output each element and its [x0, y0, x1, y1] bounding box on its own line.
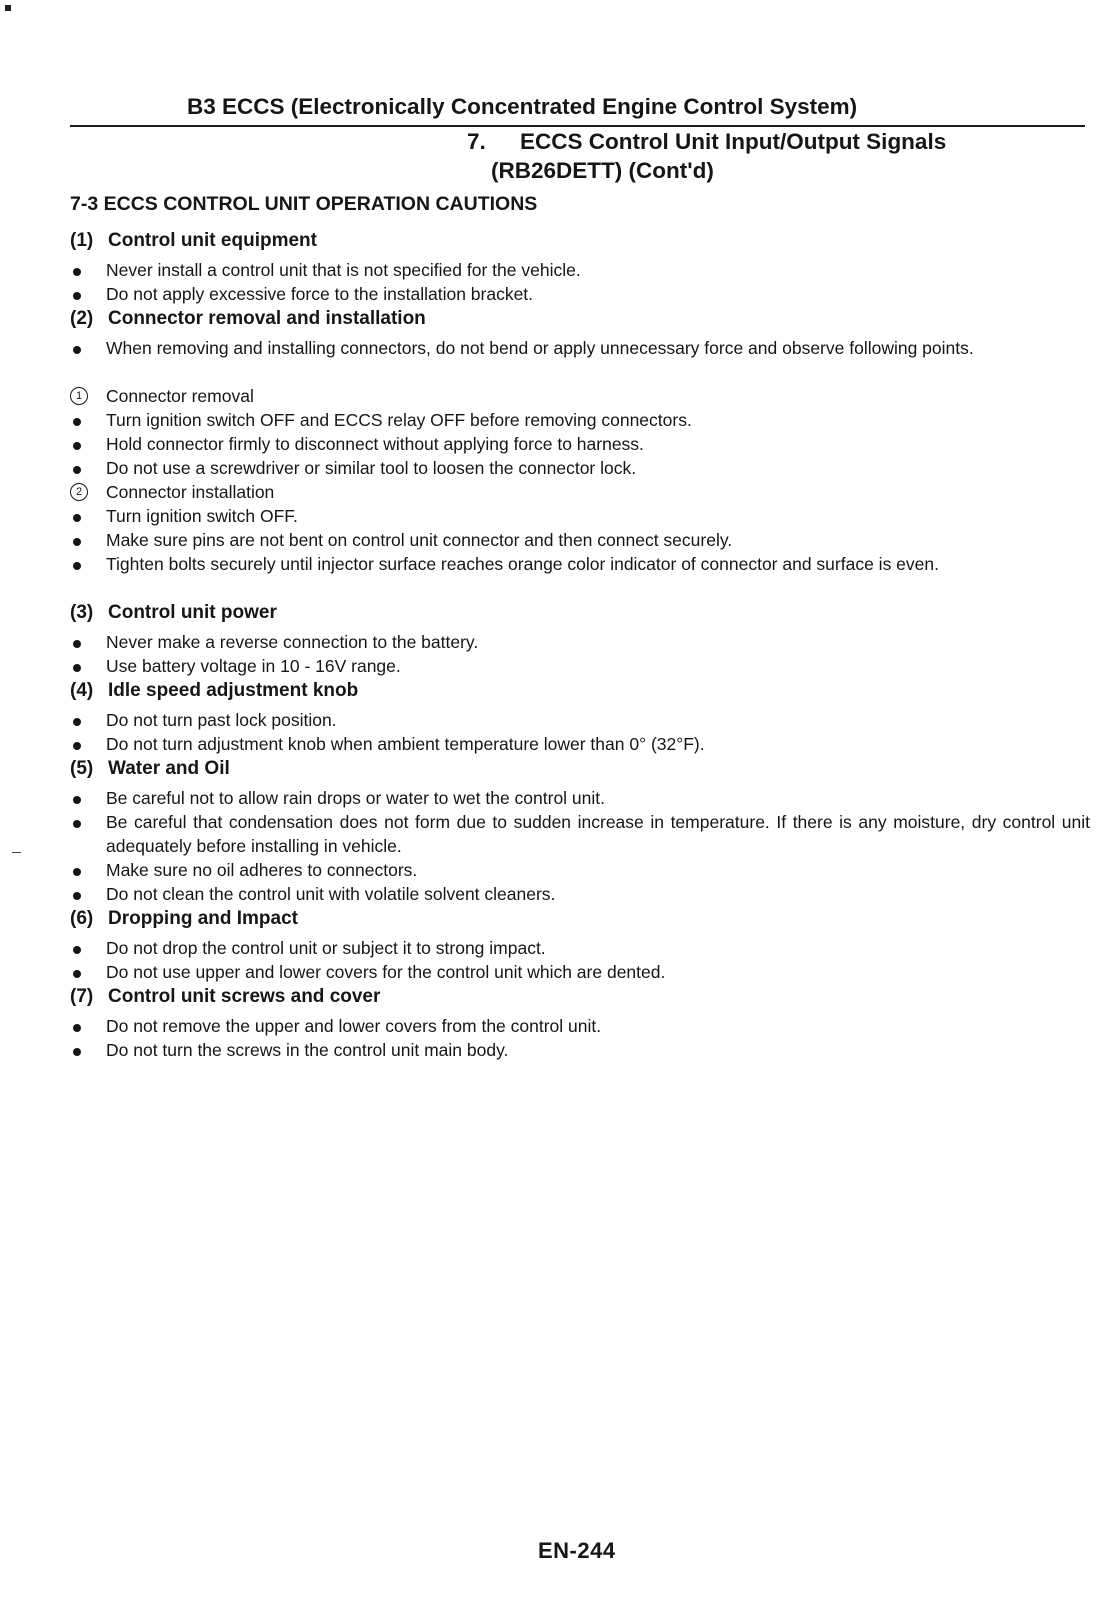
bullet-icon	[73, 418, 81, 426]
bullet-icon	[73, 970, 81, 978]
subsection-title: Control unit power	[108, 602, 277, 623]
list-item: Do not turn the screws in the control unit main body.	[70, 1038, 1090, 1062]
list-item: Do not use a screwdriver or similar tool to loosen the connector lock.	[70, 456, 1090, 480]
subsection-number: (6)	[70, 908, 94, 929]
subsection-title: Water and Oil	[108, 758, 230, 779]
corner-mark	[5, 5, 11, 11]
bullet-icon	[73, 346, 81, 354]
bullet-icon	[73, 796, 81, 804]
cautions-body	[70, 228, 1090, 1062]
subsection-title: Control unit equipment	[108, 230, 317, 251]
subsection-heading	[70, 984, 1090, 1010]
numbered-subitem: 2 Connector installation	[70, 480, 1090, 504]
bullet-icon	[73, 742, 81, 750]
bullet-icon	[73, 820, 81, 828]
header-rule	[70, 125, 1085, 127]
subsection-number: (2)	[70, 308, 94, 329]
list-item: Turn ignition switch OFF and ECCS relay OFF before removing connectors.	[70, 408, 1090, 432]
list-item: Do not apply excessive force to the installation bracket.	[70, 282, 1090, 306]
bullet-icon	[73, 292, 81, 300]
subsection-heading	[70, 306, 1090, 332]
list-item: Do not remove the upper and lower covers from the control unit.	[70, 1014, 1090, 1038]
margin-dash	[12, 852, 21, 853]
page-number: EN-244	[538, 1538, 616, 1563]
subsection-number: (3)	[70, 602, 94, 623]
subsection-heading	[70, 678, 1090, 704]
list-item: Tighten bolts securely until injector surface reaches orange color indicator of connector and surface is even.	[70, 552, 1090, 600]
list-item: Be careful that condensation does not form due to sudden increase in temperature. If there is any moisture, dry control unit adequately before installing in vehicle.	[70, 810, 1090, 858]
subsection-title: Control unit screws and cover	[108, 986, 381, 1007]
circled-number-icon: 2	[70, 483, 88, 501]
list-item: Do not turn past lock position.	[70, 708, 1090, 732]
subsection-heading	[70, 756, 1090, 782]
bullet-icon	[73, 562, 81, 570]
bullet-icon	[73, 1048, 81, 1056]
subsection-title: Connector removal and installation	[108, 308, 426, 329]
list-item: Do not use upper and lower covers for the control unit which are dented.	[70, 960, 1090, 984]
list-item: Make sure no oil adheres to connectors.	[70, 858, 1090, 882]
list-item: Make sure pins are not bent on control unit connector and then connect securely.	[70, 528, 1090, 552]
subsection-title: Idle speed adjustment knob	[108, 680, 359, 701]
list-item: Do not clean the control unit with volatile solvent cleaners.	[70, 882, 1090, 906]
header-title: B3 ECCS (Electronically Concentrated Engine Control System)	[187, 94, 858, 119]
subsection-number: (7)	[70, 986, 94, 1007]
bullet-icon	[73, 718, 81, 726]
bullet-icon	[73, 1024, 81, 1032]
bullet-icon	[73, 442, 81, 450]
list-item: Hold connector firmly to disconnect without applying force to harness.	[70, 432, 1090, 456]
bullet-icon	[73, 514, 81, 522]
bullet-icon	[73, 892, 81, 900]
subsection-heading	[70, 906, 1090, 932]
bullet-icon	[73, 466, 81, 474]
bullet-icon	[73, 268, 81, 276]
bullet-icon	[73, 640, 81, 648]
section-title: 7-3 ECCS CONTROL UNIT OPERATION CAUTIONS	[70, 193, 538, 215]
subsection-heading	[70, 228, 1090, 254]
subtitle-line-2: (RB26DETT) (Cont'd)	[491, 158, 714, 183]
bullet-icon	[73, 946, 81, 954]
subsection-number: (1)	[70, 230, 94, 251]
subsection-number: (4)	[70, 680, 94, 701]
subtitle-line-1: ECCS Control Unit Input/Output Signals	[520, 129, 947, 154]
list-item: Turn ignition switch OFF.	[70, 504, 1090, 528]
list-item: Never install a control unit that is not specified for the vehicle.	[70, 258, 1090, 282]
numbered-subitem: 1 Connector removal	[70, 384, 1090, 408]
subsection-heading	[70, 600, 1090, 626]
subtitle-number: 7.	[467, 129, 486, 154]
list-item: Do not turn adjustment knob when ambient temperature lower than 0° (32°F).	[70, 732, 1090, 756]
bullet-icon	[73, 868, 81, 876]
bullet-icon	[73, 664, 81, 672]
list-item: When removing and installing connectors, do not bend or apply unnecessary force and observe following points.	[70, 336, 1090, 384]
list-item: Be careful not to allow rain drops or water to wet the control unit.	[70, 786, 1090, 810]
list-item: Use battery voltage in 10 - 16V range.	[70, 654, 1090, 678]
circled-number-icon: 1	[70, 387, 88, 405]
subsection-number: (5)	[70, 758, 94, 779]
list-item: Do not drop the control unit or subject it to strong impact.	[70, 936, 1090, 960]
bullet-icon	[73, 538, 81, 546]
list-item: Never make a reverse connection to the battery.	[70, 630, 1090, 654]
subsection-title: Dropping and Impact	[108, 908, 298, 929]
